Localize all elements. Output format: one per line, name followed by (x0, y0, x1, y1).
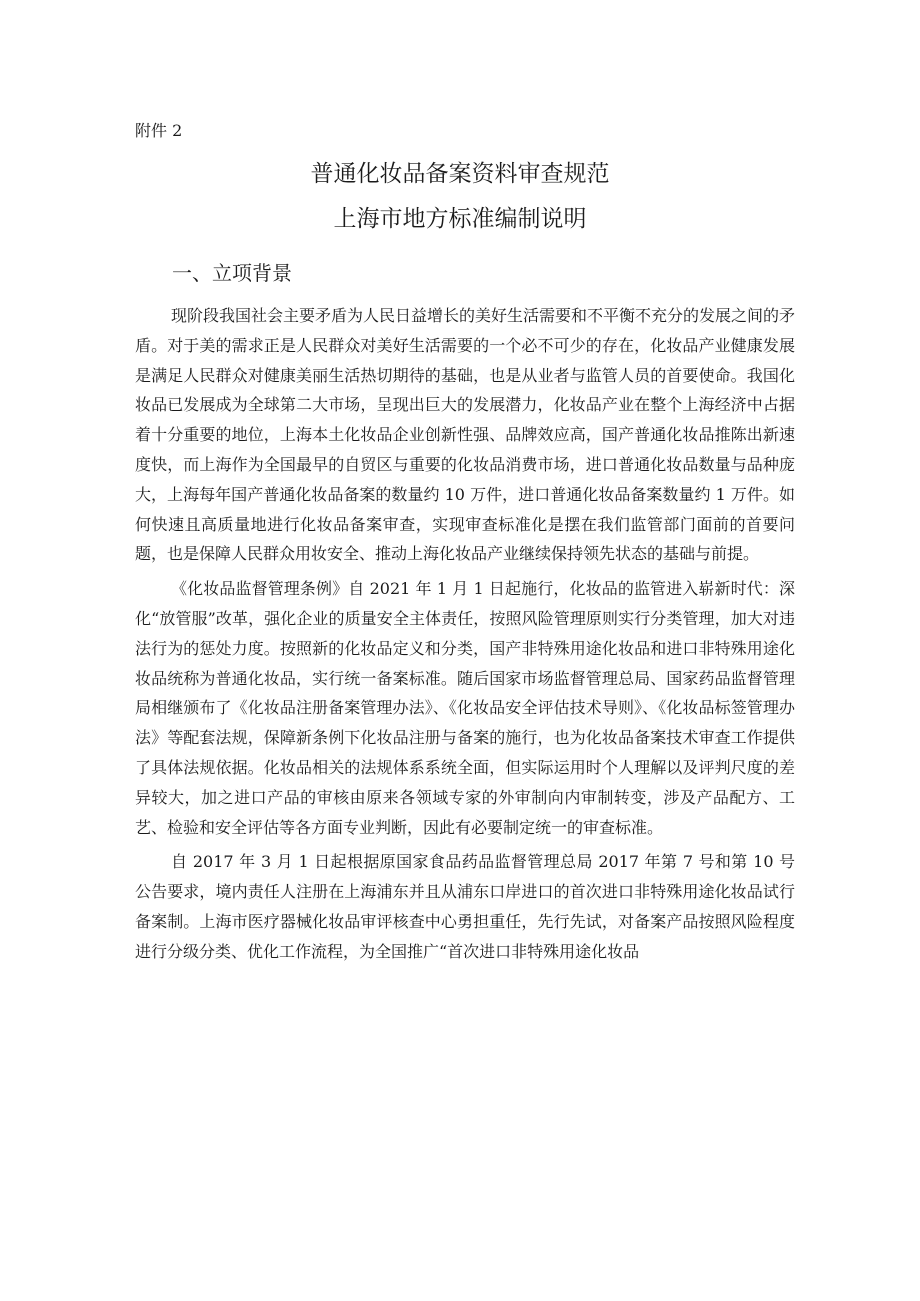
document-title: 普通化妆品备案资料审查规范 (310, 161, 610, 187)
attachment-label: 附件 2 (135, 121, 183, 140)
section-heading: 一、立项背景 (172, 261, 292, 285)
paragraph: 自 2017 年 3 月 1 日起根据原国家食品药品监督管理总局 2017 年第 7 号和第 10 号公告要求，境内责任人注册在上海浦东并且从浦东口岸进口的首次进口非特殊用途化妆品试行备案制。上海市医疗器械化妆品审评核查中心勇担重任，先行先试，对备案产品按照风险程度进行分级分类、优化工作流程，为全国推广“首次进口非特殊用途化妆品 (135, 852, 795, 961)
paragraph: 现阶段我国社会主要矛盾为人民日益增长的美好生活需要和不平衡不充分的发展之间的矛盾。对于美的需求正是人民群众对美好生活需要的一个必不可少的存在，化妆品产业健康发展是满足人民群众对健康美丽生活热切期待的基础，也是从业者与监管人员的首要使命。我国化妆品已发展成为全球第二大市场，呈现出巨大的发展潜力，化妆品产业在整个上海经济中占据着十分重要的地位，上海本土化妆品企业创新性强、品牌效应高，国产普通化妆品推陈出新速度快，而上海作为全国最早的自贸区与重要的化妆品消费市场，进口普通化妆品数量与品种庞大，上海每年国产普通化妆品备案的数量约 10 万件，进口普通化妆品备案数量约 1 万件。如何快速且高质量地进行化妆品备案审查，实现审查标准化是摆在我们监管部门面前的首要问题，也是保障人民群众用妆安全、推动上海化妆品产业继续保持领先状态的基础与前提。 (135, 306, 796, 564)
document-subtitle: 上海市地方标准编制说明 (333, 206, 587, 232)
body-text (135, 301, 795, 967)
paragraph: 《化妆品监督管理条例》自 2021 年 1 月 1 日起施行，化妆品的监管进入崭新时代：深化“放管服”改革，强化企业的质量安全主体责任，按照风险管理原则实行分类管理，加大对违法行为的惩处力度。按照新的化妆品定义和分类，国产非特殊用途化妆品和进口非特殊用途化妆品统称为普通化妆品，实行统一备案标准。随后国家市场监督管理总局、国家药品监督管理局相继颁布了《化妆品注册备案管理办法》、《化妆品安全评估技术导则》、《化妆品标签管理办法》等配套法规，保障新条例下化妆品注册与备案的施行，也为化妆品备案技术审查工作提供了具体法规依据。化妆品相关的法规体系系统全面，但实际运用时个人理解以及评判尺度的差异较大，加之进口产品的审核由原来各领域专家的外审制向内审制转变，涉及产品配方、工艺、检验和安全评估等各方面专业判断，因此有必要制定统一的审查标准。 (135, 579, 795, 837)
